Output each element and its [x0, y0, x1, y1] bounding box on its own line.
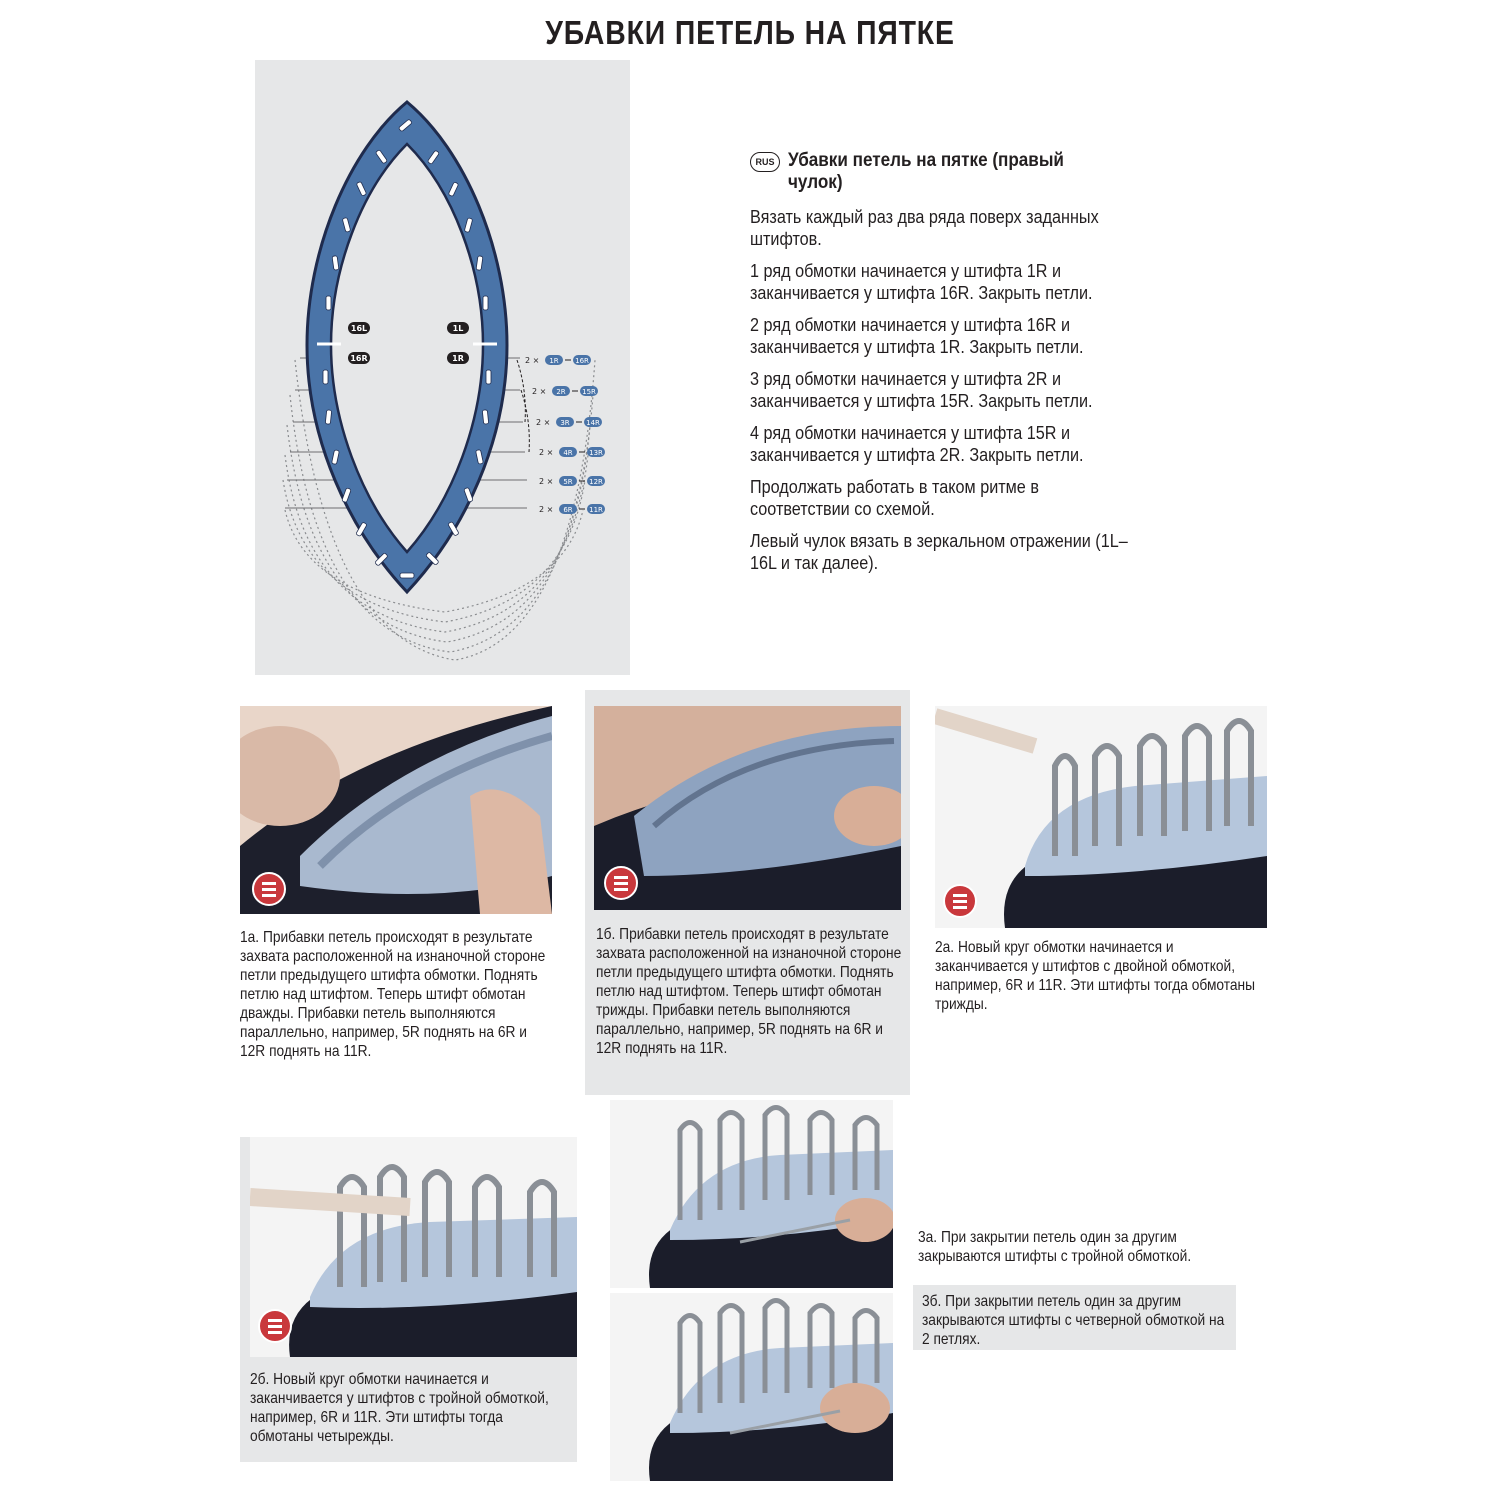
row-multiplier: 2 × — [532, 387, 547, 396]
caption-step-1b: 1б. Прибавки петель происходят в результате захвата расположенной на изнаночной стороне петли предыдущего штифта обмотки. Поднять петлю над штифтом. Теперь штифт обмотан трижды. Прибавки петель выполняются параллельно, например, 5R поднять на 6R и 12R поднять на 11R. — [596, 926, 902, 1057]
row-multiplier: 2 × — [539, 448, 554, 457]
row-to-pin: 16R — [575, 357, 589, 365]
instruction-paragraph: Продолжать работать в таком ритме в соответствии со схемой. — [750, 477, 1039, 519]
loom-diagram-svg — [255, 60, 630, 675]
loom-diagram — [255, 60, 630, 675]
row-to-pin: 11R — [589, 506, 603, 514]
row-from-pin: 3R — [560, 419, 570, 427]
row-multiplier: 2 × — [525, 356, 540, 365]
photo-step-3b — [610, 1293, 893, 1481]
row-multiplier: 2 × — [539, 505, 554, 514]
row-to-pin: 14R — [586, 419, 600, 427]
row-from-pin: 4R — [563, 449, 573, 457]
photo-step-1a — [240, 706, 552, 914]
page-title: УБАВКИ ПЕТЕЛЬ НА ПЯТКЕ — [545, 14, 955, 51]
pin-label-1L: 1L — [452, 324, 464, 333]
instruction-paragraph: Вязать каждый раз два ряда поверх заданных штифтов. — [750, 207, 1099, 249]
row-to-pin: 13R — [589, 449, 603, 457]
pin-label-16L: 16L — [350, 324, 368, 333]
row-to-pin: 12R — [589, 478, 603, 486]
row-multiplier: 2 × — [536, 418, 551, 427]
pin-label-16R: 16R — [350, 354, 368, 363]
language-badge: RUS — [750, 152, 780, 172]
row-legend — [525, 355, 605, 514]
row-from-pin: 6R — [563, 506, 573, 514]
instruction-paragraph: 4 ряд обмотки начинается у штифта 15R и заканчивается у штифта 2R. Закрыть петли. — [750, 423, 1084, 465]
row-to-pin: 15R — [582, 388, 596, 396]
caption-step-2a: 2а. Новый круг обмотки начинается и заканчивается у штифтов с двойной обмоткой, например, 6R и 11R. Эти штифты тогда обмотаны трижды. — [935, 939, 1256, 1013]
caption-step-1a: 1а. Прибавки петель происходят в результате захвата расположенной на изнаночной стороне петли предыдущего штифта обмотки. Поднять петлю над штифтом. Теперь штифт обмотан дважды. Прибавки петель выполняются параллельно, например, 5R поднять на 6R и 12R поднять на 11R. — [240, 929, 546, 1060]
minus-icon — [604, 866, 638, 900]
instruction-paragraph: 3 ряд обмотки начинается у штифта 2R и заканчивается у штифта 15R. Закрыть петли. — [750, 369, 1093, 411]
instruction-paragraph: 1 ряд обмотки начинается у штифта 1R и заканчивается у штифта 16R. Закрыть петли. — [750, 261, 1093, 303]
caption-step-3b: 3б. При закрытии петель один за другим закрываются штифты с четверной обмоткой на 2 петлях. — [922, 1293, 1225, 1348]
photo-step-3a — [610, 1100, 893, 1288]
row-from-pin: 2R — [556, 388, 566, 396]
caption-step-3a: 3а. При закрытии петель один за другим закрываются штифты с тройной обмоткой. — [918, 1229, 1192, 1265]
instruction-paragraph: 2 ряд обмотки начинается у штифта 16R и заканчивается у штифта 1R. Закрыть петли. — [750, 315, 1084, 357]
caption-step-2b: 2б. Новый круг обмотки начинается и заканчивается у штифтов с тройной обмоткой, например, 6R и 11R. Эти штифты тогда обмотаны четырежды. — [250, 1371, 549, 1445]
minus-icon — [943, 884, 977, 918]
row-multiplier: 2 × — [539, 477, 554, 486]
row-from-pin: 5R — [563, 478, 573, 486]
photo-step-2b — [250, 1137, 577, 1357]
instructions-heading: Убавки петель на пятке (правый чулок) — [788, 150, 1064, 193]
minus-icon — [258, 1309, 292, 1343]
row-from-pin: 1R — [549, 357, 559, 365]
instruction-paragraph: Левый чулок вязать в зеркальном отражении (1L–16L и так далее). — [750, 531, 1128, 573]
minus-icon — [252, 872, 286, 906]
instructions — [750, 150, 1130, 584]
photo-step-1b — [594, 706, 901, 910]
photo-step-2a — [935, 706, 1267, 928]
pin-label-1R: 1R — [452, 354, 464, 363]
